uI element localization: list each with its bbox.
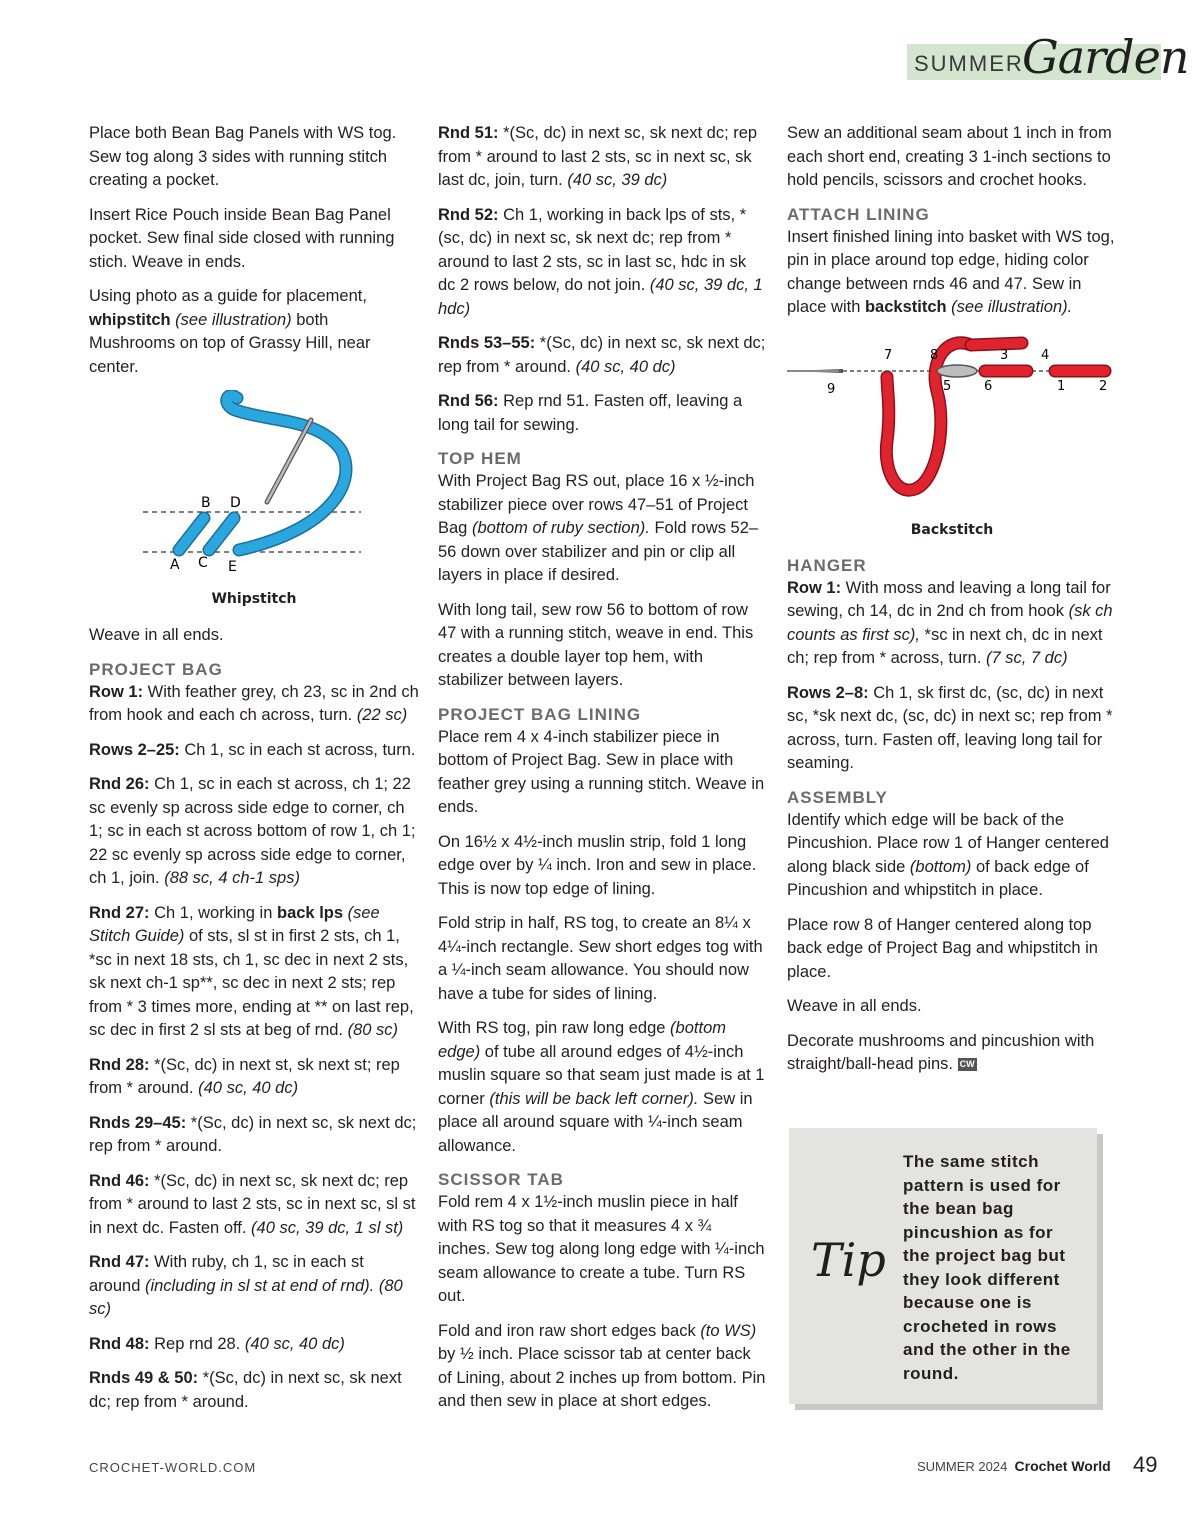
stitch-count: (40 sc, 40 dc) [198,1079,299,1097]
instruction [438,390,766,437]
header-garden-logo: Garden [1022,30,1189,84]
column-3 [787,122,1117,1088]
row-label: Rnds 49 & 50: [89,1369,199,1387]
backstitch-diagram [787,331,1117,521]
label-b: B [201,495,211,511]
text: *(Sc, dc) in next sc, sk next dc; rep from * around. [89,1113,417,1155]
end-mark-icon: CW [959,1059,975,1069]
tip-heading: Tip [811,1233,886,1287]
instruction [89,1112,419,1159]
instruction [89,1333,419,1357]
text: Ch 1, working in [149,903,277,922]
stitch-count: (88 sc, 4 ch-1 sps) [164,869,300,887]
instruction [787,577,1117,671]
paragraph: On 16½ x 4½-inch muslin strip, fold 1 long edge over by ¼ inch. Iron and sew in place. This is now top edge of lining. [438,832,757,898]
paragraph [787,809,1117,903]
column-1 [89,122,419,1425]
whipstitch-diagram [89,390,419,590]
section-heading: PROJECT BAG LINING [438,704,642,724]
paragraph [787,226,1117,320]
stitch-count: (40 sc, 39 dc, 1 sl st) [251,1218,404,1237]
section-heading: HANGER [787,555,867,575]
instruction [89,1170,419,1241]
text: Rep rnd 28. [149,1334,245,1353]
section-heading: ATTACH LINING [787,204,930,224]
text: *(Sc, dc) in next sc, sk next dc; rep from * around. [438,334,766,376]
paragraph [438,470,766,588]
row-label: Rnd 28: [89,1055,150,1074]
text: both Mushrooms on top of Grassy Hill, near center. [89,310,371,376]
text: Fold and iron raw short edges back [438,1321,701,1340]
text: backstitch [864,298,947,316]
text: (sk ch counts as first sc), [787,602,1113,644]
text: *(Sc, dc) in next sc, sk next dc; rep from * around to last 2 sts, sc in next sc, sl st in next dc. Fasten off. [89,1171,416,1237]
label-5: 5 [943,378,952,394]
footer-website: CROCHET-WORLD.COM [89,1460,257,1475]
label-4: 4 [1041,347,1050,363]
label-e: E [228,559,237,575]
stitch-count: (80 sc) [89,1276,403,1318]
row-label: Rnd 46: [89,1171,150,1190]
text: Using photo as a guide for placement, [89,287,367,305]
stitch-count: (40 sc, 40 dc) [575,357,676,376]
text: by ½ inch. Place scissor tab at center back of Lining, about 2 inches up from bottom. Pin and then sew in place at short edges. [438,1345,766,1410]
row-label: Rnds 53–55: [438,334,536,352]
paragraph: Place both Bean Bag Panels with WS tog. Sew tog along 3 sides with running stitch creating a pocket. [89,124,397,189]
instruction [89,1054,419,1101]
row-label: Rnd 26: [89,775,150,793]
row-label: Rnd 51: [438,124,499,142]
row-label: Row 1: [787,578,842,597]
text: of back edge of Pincushion and whipstitch in place. [787,857,1089,899]
paragraph: Fold strip in half, RS tog, to create an 8¼ x 4¼-inch rectangle. Sew short edges tog with a ¼-inch seam allowance. You should now have a tube for sides of lining. [438,914,763,1003]
figure-caption: Whipstitch [211,591,297,607]
label-c: C [198,555,208,571]
paragraph: With long tail, sew row 56 to bottom of row 47 with a running stitch, weave in end. This creates a double layer top hem, with stabilizer between layers. [438,600,754,689]
section-heading: ASSEMBLY [787,787,888,807]
section-heading: PROJECT BAG [89,659,223,679]
text: *sc in next ch, dc in next ch; rep from * across, turn. [787,625,1103,667]
text: (bottom of ruby section). [471,519,650,537]
text: Ch 1, sc in each st across, turn. [179,740,416,759]
paragraph: Insert Rice Pouch inside Bean Bag Panel pocket. Sew final side closed with running stich. Weave in ends. [89,205,395,271]
label-9: 9 [827,381,836,397]
instruction [89,739,419,763]
text: Identify which edge will be back of the Pincushion. Place row 1 of Hanger centered along black side [787,810,1109,876]
stitch-count: (22 sc) [356,706,408,724]
label-1: 1 [1057,378,1066,394]
stitch-count: (40 sc, 40 dc) [244,1334,345,1353]
text: back lps [277,903,344,922]
stitch-count: (40 sc, 39 dc, 1 hdc) [438,276,763,318]
figure-caption: Backstitch [910,521,994,538]
label-7: 7 [884,347,893,363]
header-summer: SUMMER [914,51,1024,76]
row-label: Rnd 47: [89,1253,150,1271]
text: With moss and leaving a long tail for sewing, ch 14, dc in 2nd ch from hook [787,578,1111,620]
paragraph [438,1017,766,1158]
text: With RS tog, pin raw long edge [438,1019,671,1037]
instruction [438,204,766,322]
text: (including in sl st at end of rnd). [144,1276,375,1295]
text: Rep rnd 51. Fasten off, leaving a long tail for sewing. [438,392,743,434]
column-2 [438,122,766,1425]
instruction [89,1251,419,1322]
text: Ch 1, working in back lps of sts, *(sc, dc) in next sc, sk next dc; rep from * around to last 2 sts, sc in last sc, hdc in sk dc 2 rows below, do not join. [438,205,747,294]
footer-magazine: Crochet World [1014,1458,1111,1474]
text: (to WS) [700,1321,757,1340]
instruction [89,902,419,1043]
tip-text: The same stitch pattern is used for the bean bag pincushion as for the project bag but they look different because one is crocheted in rows and the other in the round. [903,1152,1071,1383]
instruction [89,1367,419,1414]
text: (see illustration). [946,298,1073,316]
instruction [89,681,419,728]
paragraph: Weave in all ends. [89,626,224,644]
paragraph: Place row 8 of Hanger centered along top back edge of Project Bag and whipstitch in place. [787,915,1098,981]
section-heading: SCISSOR TAB [438,1170,564,1189]
row-label: Row 1: [89,682,144,701]
text: Fold rows 52–56 down over stabilizer and pin or clip all layers in place if desired. [438,519,759,584]
text: Ch 1, sk first dc, (sc, dc) in next sc, *sk next dc, (sc, dc) in next sc; rep from * across, turn. Fasten off, leaving long tail for seaming. [787,683,1113,772]
text: Ch 1, sc in each st across, ch 1; 22 sc evenly sp across side edge to corner, ch 1; sc in each st across bottom of row 1, ch 1; 22 sc evenly sp across side edge to corner, ch 1, join. [89,775,416,887]
paragraph [438,1320,766,1414]
label-2: 2 [1099,378,1108,394]
row-label: Rnd 52: [438,205,499,224]
footer-issue-date: SUMMER 2024 [917,1459,1008,1474]
text: *(Sc, dc) in next sc, sk next dc; rep from * around. [89,1369,402,1411]
text: (see Stitch Guide) [89,903,380,945]
section-heading: TOP HEM [438,449,522,468]
text: Insert finished lining into basket with WS tog, pin in place around top edge, hiding color change between rnds 46 and 47. Sew in place with [787,227,1115,316]
paragraph: Weave in all ends. [787,997,922,1015]
text: whipstitch [89,310,171,329]
instruction [438,332,766,379]
paragraph: Fold rem 4 x 1½-inch muslin piece in half with RS tog so that it measures 4 x ¾ inches. Sew tog along long edge with ¼-inch seam allowance to create a tube. Turn RS out. [438,1193,765,1305]
whipstitch-illustration [89,390,419,612]
text: (bottom edge) [438,1019,726,1061]
footer-issue [917,1458,1111,1474]
instruction [787,682,1117,776]
stitch-count: (80 sc) [347,1021,399,1039]
row-label: Rnds 29–45: [89,1113,187,1132]
label-d: D [230,495,241,511]
paragraph [89,285,419,379]
text: With ruby, ch 1, sc in each st around [89,1253,364,1295]
page-number: 49 [1133,1452,1158,1477]
text: *(Sc, dc) in next st, sk next st; rep from * around. [89,1055,400,1097]
text: *(Sc, dc) in next sc, sk next dc; rep from * around to last 2 sts, sc in next sc, sk last dc, join, turn. [438,124,758,189]
instruction [89,773,419,891]
text: (see illustration) [170,310,292,329]
text: Decorate mushrooms and pincushion with straight/ball-head pins. [787,1031,1095,1073]
paragraph [787,1030,1117,1077]
row-label: Rnd 48: [89,1334,150,1353]
paragraph: Place rem 4 x 4-inch stabilizer piece in bottom of Project Bag. Sew in place with feather grey using a running stitch. Weave in ends. [438,727,765,816]
row-label: Rows 2–8: [787,683,869,702]
text: of tube all around edges of 4½-inch muslin square so that seam just made is at 1 corner [438,1042,765,1108]
text: of sts, sl st in first 2 sts, ch 1, *sc in next 18 sts, ch 1, sc dec in next 2 sts, sk next ch-1 sp**, sc dec in next 2 sts; rep from * 3 times more, ending at ** on last rep, sc dec in first 2 sl sts at beg of rnd. [89,927,414,1039]
text: (bottom) [909,857,972,876]
row-label: Rnd 56: [438,392,499,410]
row-label: Rows 2–25: [89,740,180,759]
row-label: Rnd 27: [89,903,150,922]
backstitch-illustration [787,331,1117,543]
instruction [438,122,766,193]
stitch-count: (40 sc, 39 dc) [567,171,668,189]
label-a: A [170,557,180,573]
text: Sew in place all around square with ¼-inch seam allowance. [438,1089,753,1155]
stitch-count: (7 sc, 7 dc) [985,649,1068,667]
paragraph: Sew an additional seam about 1 inch in from each short end, creating 3 1-inch sections to hold pencils, scissors and crochet hooks. [787,124,1112,189]
label-6: 6 [984,378,993,394]
label-8: 8 [930,347,939,363]
text: With Project Bag RS out, place 16 x ½-inch stabilizer piece over rows 47–51 of Project Bag [438,472,755,537]
label-3: 3 [1000,347,1009,363]
text: With feather grey, ch 23, sc in 2nd ch from hook and each ch across, turn. [89,682,419,724]
text: (this will be back left corner). [489,1089,699,1108]
tip-box [789,1128,1097,1404]
